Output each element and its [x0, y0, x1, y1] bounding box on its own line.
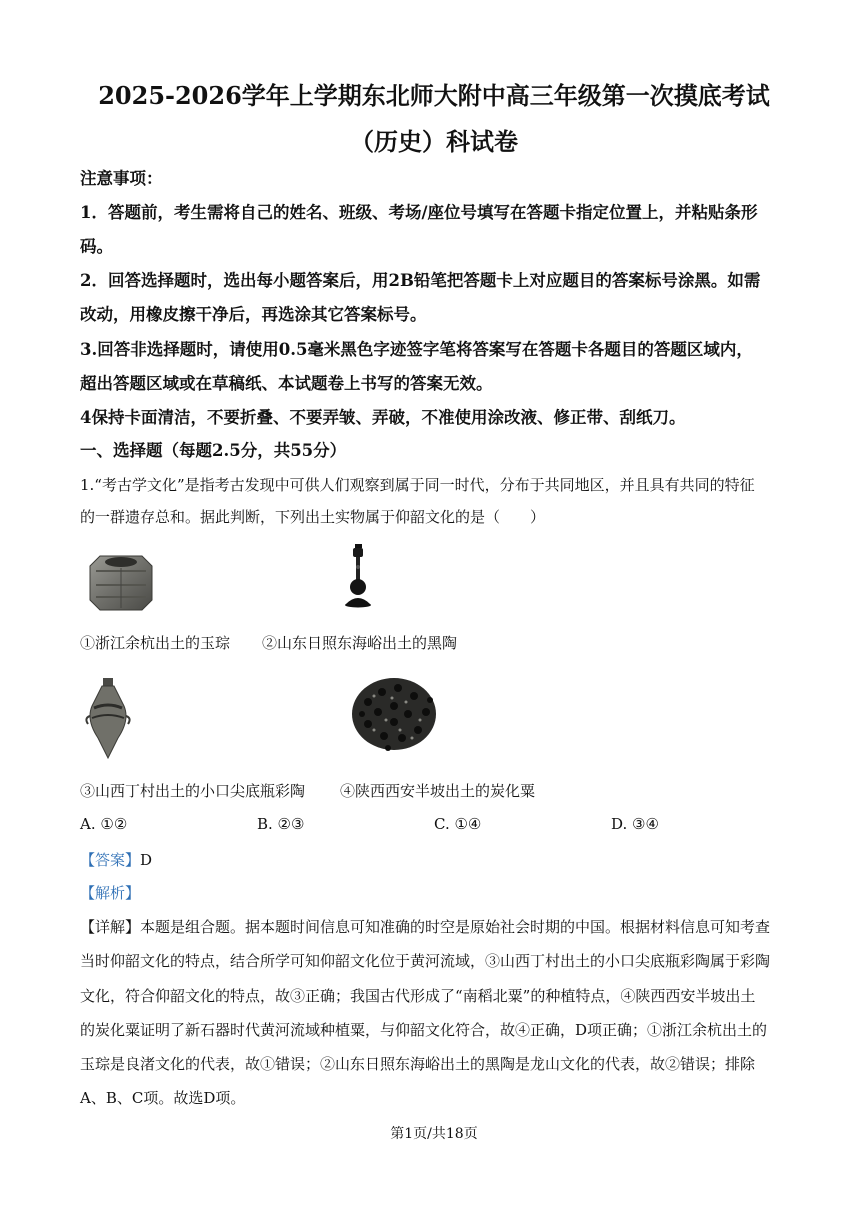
- caption-2: ②山东日照东海峪出土的黑陶: [262, 634, 458, 652]
- answer-value: D: [140, 851, 153, 869]
- caption-4: ④陕西西安半坡出土的炭化粟: [340, 782, 536, 800]
- note-2-line1: 2．回答选择题时，选出每小题答案后，用2B铅笔把答题卡上对应题目的答案标号涂黑。如需: [80, 271, 761, 290]
- detail-line-6: A、B、C项。故选D项。: [80, 1089, 246, 1107]
- question-stem-line2: 的一群遗存总和。据此判断，下列出土实物属于仰韶文化的是（ ）: [80, 508, 546, 526]
- note-3-line2: 超出答题区域或在草稿纸、本试题卷上书写的答案无效。: [80, 374, 493, 393]
- note-1-line1: 1．答题前，考生需将自己的姓名、班级、考场/座位号填写在答题卡指定位置上，并粘贴条形: [80, 203, 758, 222]
- option-a: A. ①②: [80, 815, 128, 833]
- caption-1: ①浙江余杭出土的玉琮: [80, 634, 231, 652]
- note-4: 4保持卡面清洁，不要折叠、不要弄皱、弄破，不准使用涂改液、修正带、刮纸刀。: [80, 408, 686, 427]
- detail-line-4: 的炭化粟证明了新石器时代黄河流域种植粟，与仰韶文化符合，故④正确，D项正确；①浙江余杭出土的: [80, 1021, 768, 1039]
- option-c: C. ①④: [434, 815, 482, 833]
- jade-cong-image: [86, 548, 156, 614]
- page-number: 第1页/共18页: [390, 1126, 478, 1142]
- detail-line-3: 文化，符合仰韶文化的特点，故③正确；我国古代形成了“南稻北粟”的种植特点，④陕西西安半坡出土: [80, 987, 756, 1005]
- note-2-line2: 改动，用橡皮擦干净后，再选涂其它答案标号。: [80, 305, 427, 324]
- note-1-line2: 码。: [80, 237, 113, 256]
- carbonized-millet-image: [348, 672, 440, 756]
- detail-line-1: 【详解】本题是组合题。据本题时间信息可知准确的时空是原始社会时期的中国。根据材料信息可知考查: [80, 918, 771, 936]
- caption-3: ③山西丁村出土的小口尖底瓶彩陶: [80, 782, 306, 800]
- notes-heading: 注意事项：: [80, 169, 163, 188]
- black-pottery-image: [340, 542, 376, 610]
- page-subtitle: （历史）科试卷: [350, 127, 518, 156]
- answer-line: [80, 849, 152, 870]
- option-d: D. ③④: [611, 815, 659, 833]
- option-b: B. ②③: [257, 815, 305, 833]
- answer-label: 【答案】: [80, 851, 141, 869]
- detail-line-5: 玉琮是良渚文化的代表，故①错误；②山东日照东海峪出土的黑陶是龙山文化的代表，故②错误；排除: [80, 1055, 756, 1073]
- detail-line-2: 当时仰韶文化的特点，结合所学可知仰韶文化位于黄河流域，③山西丁村出土的小口尖底瓶彩陶属于彩陶: [80, 952, 771, 970]
- section-heading: 一、选择题（每题2.5分，共55分）: [80, 441, 347, 460]
- question-stem-line1: 1.“考古学文化”是指考古发现中可供人们观察到属于同一时代，分布于共同地区，并且具有共同的特征: [80, 476, 755, 494]
- analysis-label: 【解析】: [80, 884, 141, 902]
- pointed-bottle-image: [82, 676, 134, 760]
- page-title: 2025-2026学年上学期东北师大附中高三年级第一次摸底考试: [98, 81, 770, 110]
- note-3-line1: 3.回答非选择题时，请使用0.5毫米黑色字迹签字笔将答案写在答题卡各题目的答题区域内，: [80, 340, 753, 359]
